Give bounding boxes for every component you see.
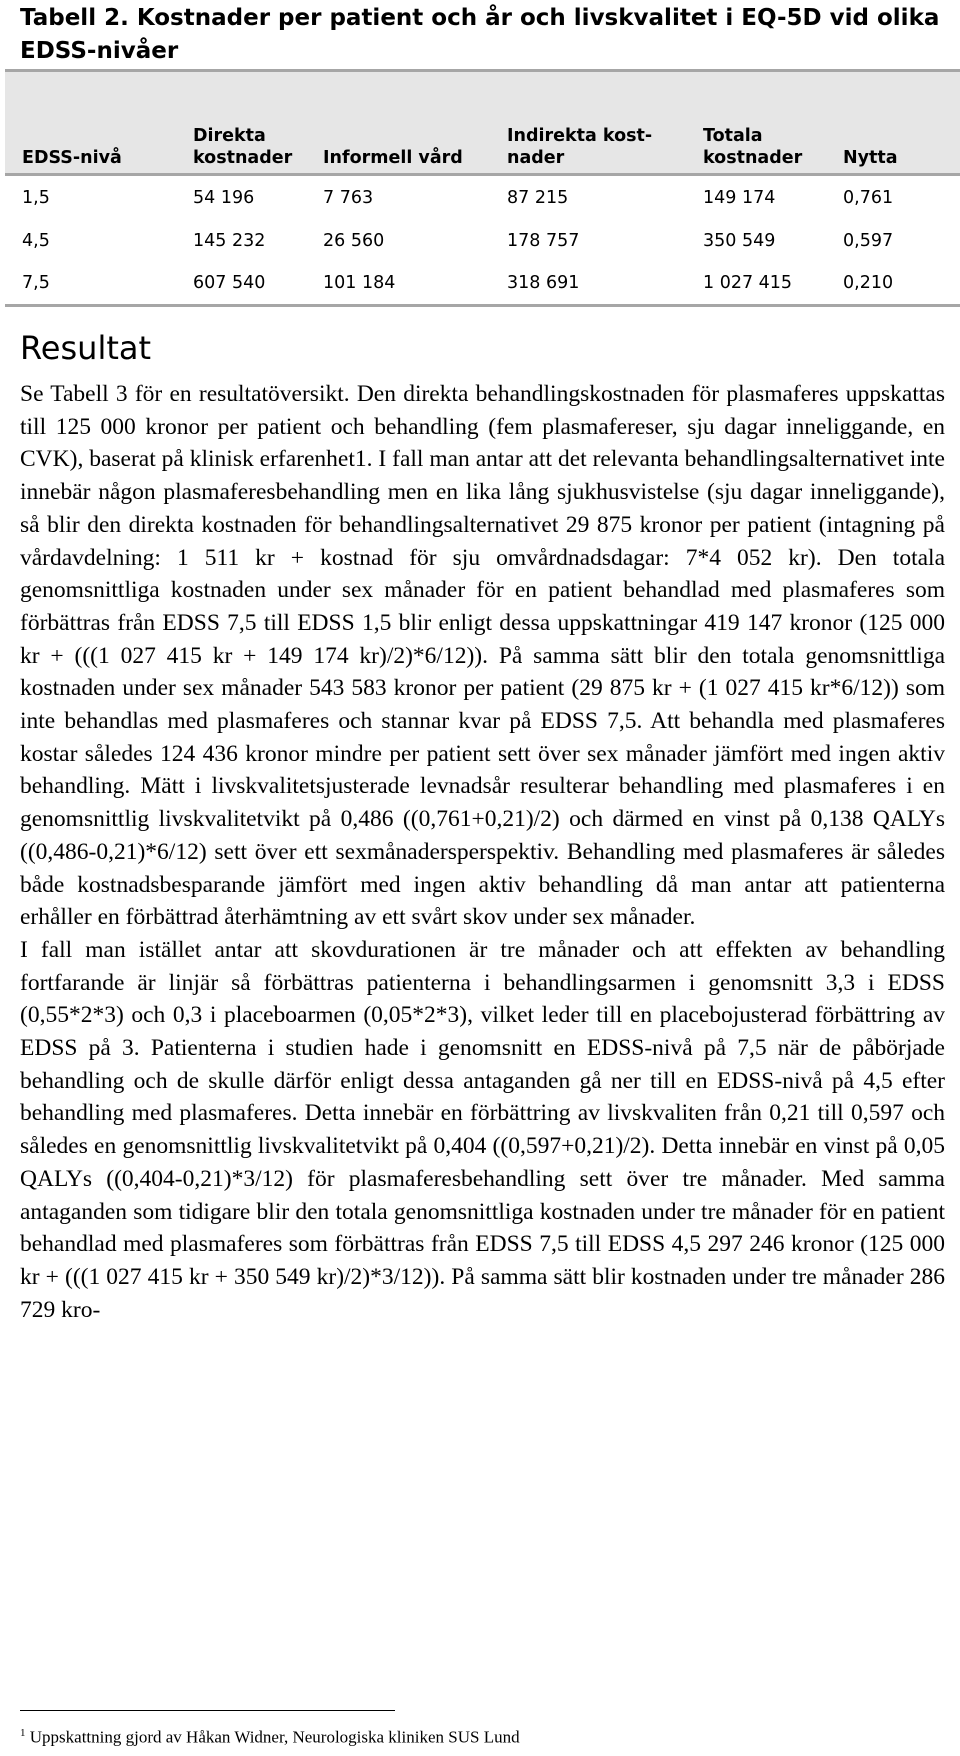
header-informal-care: Informell vård (323, 71, 507, 175)
cell-informal-care: 7 763 (323, 187, 374, 208)
cell-total-costs: 149 174 (703, 187, 776, 208)
header-total-costs: Totala kostnader (703, 71, 843, 175)
table-row (5, 175, 960, 220)
cell-total-costs: 350 549 (703, 230, 776, 251)
cost-quality-table (5, 69, 960, 307)
cell-direct-costs: 145 232 (193, 230, 266, 251)
cell-indirect-costs: 178 757 (507, 230, 580, 251)
cell-utility: 0,210 (843, 262, 960, 306)
paragraph: Se Tabell 3 för en resultatöversikt. Den direkta behandlingskostnaden för plasmaferes uppskattas till 125 000 kronor per patient och behandling (fem plasmafereser, sju dagar inneliggande, en CVK), baserat på klinisk erfarenhet1. I fall man antar att det relevanta behandlingsalternativet inte innebär någon plasmaferesbehandling men en lika lång sjukhusvistelse (sju dagar inneliggande), så blir den direkta kostnaden för behandlingsalternativet 29 875 kronor per patient (intagning på vårdavdelning: 1 511 kr + kostnad för sju omvårdnadsdagar: 7*4 052 kr). Den totala genomsnittliga kostnaden under sex månader för en patient behandlad med plasmaferes som förbättras från EDSS 7,5 till EDSS 1,5 blir enligt dessa uppskattningar 419 147 kronor (125 000 kr + (((1 027 415 kr + 149 174 kr)/2)*6/12)). På samma sätt blir den totala genomsnittliga kostnaden under sex månader 543 583 kronor per patient (29 875 kr + (1 027 415 kr*6/12)) som inte behandlas med plasmaferes och stannar kvar på EDSS 7,5. Att behandla med plasmaferes kostar således 124 436 kronor mindre per patient sett över sex månader jämfört med ingen aktiv behandling. Mätt i livskvalitetsjusterade levnadsår resulterar behandling med plasmaferes i en genomsnittlig livskvalitetvikt på 0,486 ((0,761+0,21)/2) och därmed en vinst på 0,138 QALYs ((0,486-0,21)*6/12) sett över ett sexmånadersperspektiv. Behandling med plasmaferes är således både kostnadsbesparande jämfört med ingen aktiv behandling då man antar att patienterna erhåller en förbättrad återhämtning av ett svårt skov under sex månader. (20, 381, 945, 931)
header-direct-costs: Direkta kostnader (193, 71, 323, 175)
header-indirect-costs: Indirekta kost-nader (507, 71, 703, 175)
paragraph: I fall man istället antar att skovdurationen är tre månader och att effekten av behandling fortfarande är linjär så förbättras patienterna i behandlingsarmen i genomsnitt 3,3 i EDSS (0,55*2*3) och 0,3 i placeboarmen (0,05*2*3), vilket leder till en placebojusterad förbättring av EDSS på 3. Patienterna i studien hade i genomsnitt en EDSS-nivå på 7,5 när de påbörjade behandling och de skulle därför enligt dessa antaganden gå ner till en EDSS-nivå på 4,5 efter behandling med plasmaferes. Detta innebär en förbättring av livskvaliten från 0,21 till 0,597 och således en genomsnittlig livskvalitetvikt på 0,404 ((0,597+0,21)/2). Detta innebär en vinst på 0,05 QALYs ((0,404-0,21)*3/12) för plasmaferesbehandling sett över tre månader. Med samma antaganden som tidigare blir den totala genomsnittliga kostnaden under tre månader för en patient behandlad med plasmaferes som förbättras från EDSS 7,5 till EDSS 4,5 297 246 kronor (125 000 kr + (((1 027 415 kr + 350 549 kr)/2)*3/12)). På samma sätt blir kostnaden under tre månader 286 729 kro- (20, 936, 945, 1323)
cell-total-costs: 1 027 415 (703, 262, 843, 306)
footnote-marker: 1 (20, 1727, 26, 1739)
cell-edss-level: 7,5 (5, 262, 193, 306)
footnote-text: Uppskattning gjord av Håkan Widner, Neurologiska kliniken SUS Lund (25, 1727, 520, 1747)
table-row (5, 262, 960, 306)
header-edss-level: EDSS-nivå (5, 71, 193, 175)
cell-indirect-costs: 87 215 (507, 187, 569, 208)
cell-utility: 0,761 (843, 187, 894, 208)
cell-utility: 0,597 (843, 230, 894, 251)
section-heading: Resultat (20, 329, 152, 367)
footnote-divider (20, 1710, 395, 1711)
header-utility: Nytta (843, 71, 960, 175)
cell-informal-care: 101 184 (323, 262, 507, 306)
table-title: Tabell 2. Kostnader per patient och år och livskvalitet i EQ-5D vid olika EDSS-nivåer (20, 5, 940, 64)
cell-edss-level: 4,5 (22, 230, 50, 251)
cell-edss-level: 1,5 (22, 187, 50, 208)
cell-direct-costs: 607 540 (193, 262, 323, 306)
table-header-row (5, 71, 960, 175)
cell-indirect-costs: 318 691 (507, 262, 703, 306)
cell-informal-care: 26 560 (323, 230, 385, 251)
table-row (5, 219, 960, 262)
cell-direct-costs: 54 196 (193, 187, 255, 208)
body-text (20, 378, 945, 1326)
footnote (20, 1722, 520, 1749)
